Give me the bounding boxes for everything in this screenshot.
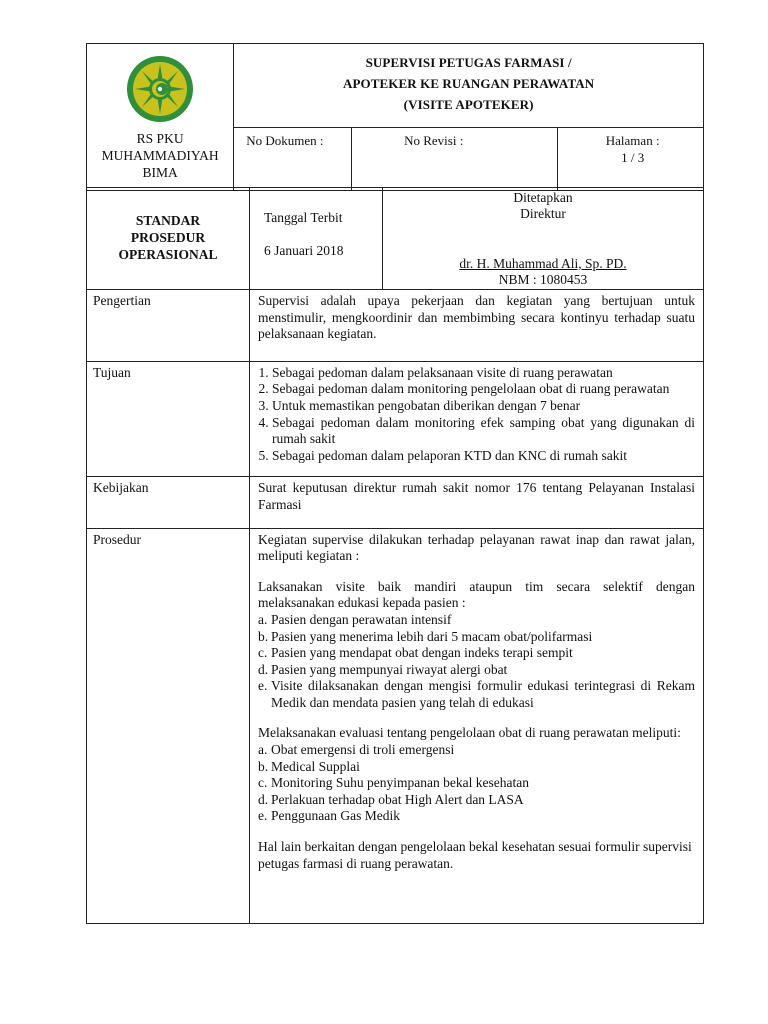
label-pengertian: Pengertian xyxy=(87,290,250,362)
sop-table xyxy=(86,187,704,924)
evaluasi-list xyxy=(258,742,695,825)
document-header xyxy=(86,43,704,191)
list-item: c. Monitoring Suhu penyimpanan bekal kesehatan xyxy=(258,775,529,791)
tujuan-list xyxy=(258,365,695,465)
no-revisi-cell: No Revisi : xyxy=(352,128,558,191)
list-item: b. Pasien yang menerima lebih dari 5 macam obat/polifarmasi xyxy=(258,628,593,644)
pengertian-text: Supervisi adalah upaya pekerjaan dan kegiatan yang bertujuan untuk menstimulir, mengkoordinir dan membimbing secara kontinyu terhadap suatu pelaksanaan kegiatan. xyxy=(250,290,704,362)
list-item: 5. Sebagai pedoman dalam pelaporan KTD dan KNC di rumah sakit xyxy=(272,448,695,465)
visite-intro: Laksanakan visite baik mandiri ataupun tim secara selektif dengan melaksanakan edukasi kepada pasien : xyxy=(258,578,695,611)
muhammadiyah-logo-icon xyxy=(123,54,197,124)
evaluasi-intro: Melaksanakan evaluasi tentang pengelolaan obat di ruang perawatan meliputi: xyxy=(258,725,681,741)
no-dokumen-cell: No Dokumen : xyxy=(234,128,352,191)
document-title: SUPERVISI PETUGAS FARMASI / APOTEKER KE RUANGAN PERAWATAN (VISITE APOTEKER) xyxy=(234,44,704,128)
list-item: 1. Sebagai pedoman dalam pelaksanaan visite di ruang perawatan xyxy=(272,365,695,382)
tujuan-content xyxy=(250,361,704,477)
visite-list xyxy=(258,612,695,712)
label-prosedur: Prosedur xyxy=(87,528,250,923)
label-tujuan: Tujuan xyxy=(87,361,250,477)
prosedur-content xyxy=(250,528,704,923)
list-item: a. Obat emergensi di troli emergensi xyxy=(258,742,455,758)
list-item: b. Medical Supplai xyxy=(258,758,360,774)
list-item: 2. Sebagai pedoman dalam monitoring pengelolaan obat di ruang perawatan xyxy=(272,381,695,398)
list-item: a. Pasien dengan perawatan intensif xyxy=(258,611,452,627)
signer-nbm: NBM : 1080453 xyxy=(498,272,588,287)
label-kebijakan: Kebijakan xyxy=(87,477,250,528)
kebijakan-text: Surat keputusan direktur rumah sakit nomor 176 tentang Pelayanan Instalasi Farmasi xyxy=(250,477,704,528)
list-item: 4. Sebagai pedoman dalam monitoring efek samping obat yang digunakan di rumah sakit xyxy=(272,415,695,448)
list-item: e. Visite dilaksanakan dengan mengisi formulir edukasi terintegrasi di Rekam Medik dan mendata pasien yang telah di edukasi xyxy=(258,678,695,710)
prosedur-closing: Hal lain berkaitan dengan pengelolaan bekal kesehatan sesuai formulir supervisi petugas farmasi di ruang perawatan. xyxy=(258,839,692,871)
list-item: 3. Untuk memastikan pengobatan diberikan dengan 7 benar xyxy=(272,398,695,415)
halaman-cell: Halaman : 1 / 3 xyxy=(558,128,704,191)
list-item: e. Penggunaan Gas Medik xyxy=(258,808,400,824)
tanggal-terbit-cell: Tanggal Terbit 6 Januari 2018 xyxy=(250,188,383,290)
signer-name: dr. H. Muhammad Ali, Sp. PD. xyxy=(459,256,627,271)
hospital-name: RS PKU MUHAMMADIYAH BIMA xyxy=(101,131,219,180)
list-item: d. Pasien yang mempunyai riwayat alergi obat xyxy=(258,661,508,677)
list-item: c. Pasien yang mendapat obat dengan indeks terapi sempit xyxy=(258,645,573,661)
ditetapkan-cell: Ditetapkan Direktur dr. H. Muhammad Ali, Sp. PD. NBM : 1080453 xyxy=(383,188,704,290)
sop-label-cell: STANDAR PROSEDUR OPERASIONAL xyxy=(87,188,250,290)
prosedur-intro: Kegiatan supervise dilakukan terhadap pelayanan rawat inap dan rawat jalan, meliputi kegiatan : xyxy=(258,531,695,564)
list-item: d. Perlakuan terhadap obat High Alert dan LASA xyxy=(258,791,524,807)
hospital-cell xyxy=(87,44,234,191)
